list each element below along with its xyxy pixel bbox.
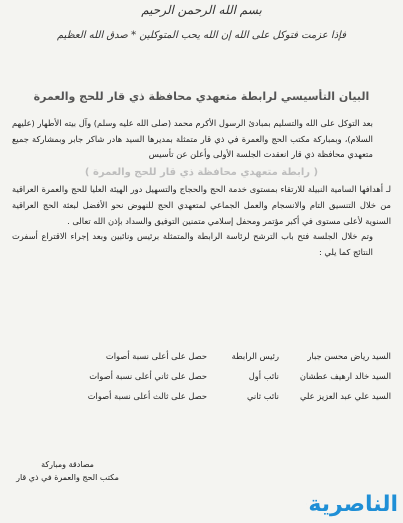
candidate-result: حصل على ثالث أعلى نسبة أصوات: [87, 391, 207, 401]
quran-verse: فإذا عزمت فتوكل على الله إن الله يحب المتوكلين * صدق الله العظيم: [57, 30, 346, 41]
candidate-result: حصل على ثاني أعلى نسبة أصوات: [89, 371, 207, 381]
election-paragraph: وتم خلال الجلسة فتح باب الترشح لرئاسة الرابطة والمتمثلة برئيس ونائبين وبعد إجراء الاقتراع أسفرت النتائج كما يلي :: [12, 231, 373, 257]
election-results: [12, 348, 391, 408]
basmala: بسم الله الرحمن الرحيم: [141, 3, 262, 17]
candidate-result: حصل على أعلى نسبة أصوات: [105, 351, 207, 361]
intro-paragraph: بعد التوكل على الله والتسليم بمبادئ الرسول الأكرم محمد (صلى الله عليه وسلم) وآل بيته الأطهار (عليهم السلام)، وبمباركة مكتب الحج والعمرة في ذي قار متمثلة بمديرها السيد هادر شاكر جابر وبمشاركة جميع متعهدي محافظة ذي قار انعقدت الجلسة الأولى وأعلن عن تأسيس: [12, 118, 373, 160]
logo-text: الناصرية: [308, 491, 398, 517]
statement-body: [12, 116, 391, 260]
result-row: [12, 368, 391, 384]
result-row: [12, 388, 391, 404]
document-title: البيان التأسيسي لرابطة متعهدي محافظة ذي قار للحج والعمرة: [33, 90, 370, 103]
candidate-name: السيد علي عبد العزيز علي: [300, 391, 391, 401]
candidate-name: السيد رياض محسن جبار: [307, 351, 391, 361]
endorsement: [10, 458, 125, 484]
endorsement-office: مكتب الحج والعمرة في ذي قار: [16, 473, 119, 482]
candidate-role: رئيس الرابطة: [231, 351, 279, 361]
goals-paragraph: لـ أهدافها السامية النبيلة للارتقاء بمستوى خدمة الحج والحجاج والتسهيل دور الهيئة العليا للحج والعمرة العراقية من خلال التنسيق التام والانسجام والعمل الجماعي لمتعهدي الحج للنهوض نحو الأفضل لبعثة الحج العراقية السنوية لأعلى مستوى في أكبر مؤتمر ومحفل إسلامي متمنين التوفيق والسداد بإذن الله تعالى .: [12, 184, 391, 226]
result-row: [12, 348, 391, 364]
candidate-name: السيد خالد ارهيف عطشان: [299, 371, 391, 381]
candidate-role: نائب ثاني: [247, 391, 279, 401]
candidate-role: نائب أول: [248, 371, 279, 381]
endorsement-line: مصادقة ومباركة: [41, 460, 94, 469]
watermark-logo: [306, 490, 398, 518]
association-name: ( رابطة متعهدي محافظة ذي قار للحج والعمرة ): [84, 166, 319, 178]
